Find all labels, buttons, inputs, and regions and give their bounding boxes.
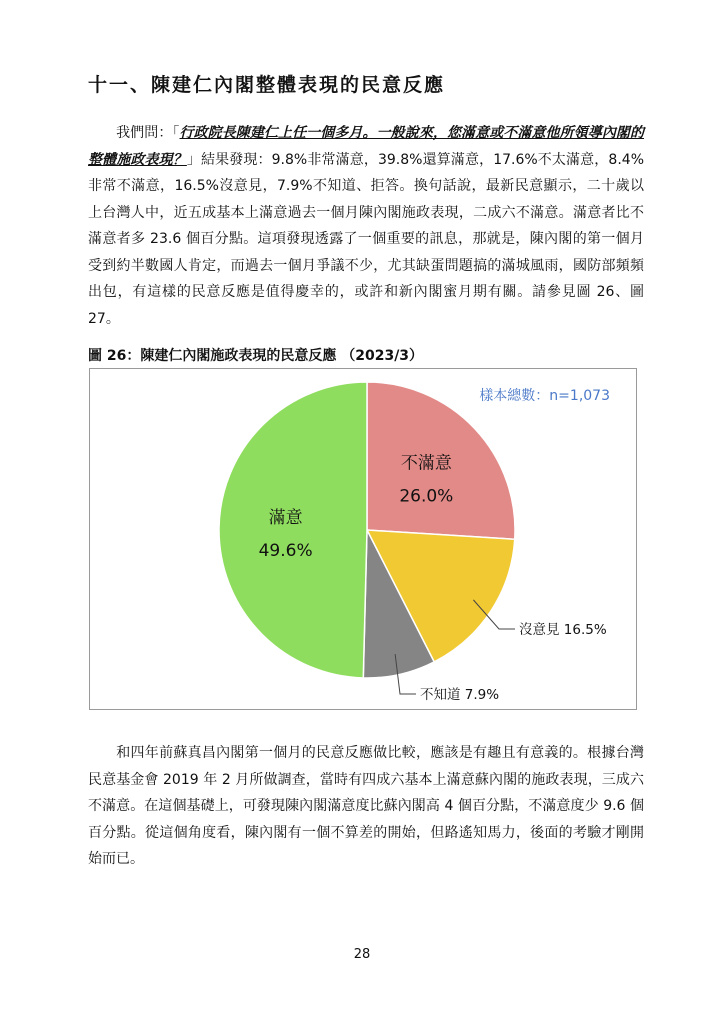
page-number: 28: [353, 947, 371, 962]
slice-value: 26.0%: [399, 486, 454, 507]
slice-value: 49.6%: [258, 540, 313, 561]
section-heading: 十一、陳建仁內閣整體表現的民意反應: [88, 74, 446, 96]
intro-paragraph: [88, 120, 644, 332]
slice-label: 不滿意: [400, 453, 452, 474]
comparison-paragraph: [88, 740, 644, 873]
pie-chart-frame: [89, 368, 637, 710]
intro-body: 」結果發現：9.8%非常滿意，39.8%還算滿意，17.6%不太滿意，8.4%非常不滿意，16.5%沒意見，7.9%不知道、拒答。換句話說，最新民意顯示，二十歲以上台灣人中，近五成基本上滿意過去一個月陳內閣施政表現，二成六不滿意。滿意者比不滿意者多 23.6 個百分點。這項發現透露了一個重要的訊息，那就是，陳內閣的第一個月受到約半數國人肯定，而過去一個月爭議不少，尤其缺蛋問題搞的滿城風雨，國防部頻頻出包，有這樣的民意反應是值得慶幸的，或許和新內閣蜜月期有關。請參見圖 26、圖 27。: [88, 151, 644, 327]
intro-lead: 我們問：「: [116, 125, 180, 141]
callout-label: 不知道 7.9%: [420, 687, 500, 703]
figure-caption: 圖 26：陳建仁內閣施政表現的民意反應 （2023/3）: [88, 348, 424, 364]
callout-label: 沒意見 16.5%: [519, 622, 607, 638]
pie-slice: [219, 382, 367, 678]
comparison-text: 和四年前蘇真昌內閣第一個月的民意反應做比較，應該是有趣且有意義的。根據台灣民意基金會 2019 年 2 月所做調查，當時有四成六基本上滿意蘇內閣的施政表現，三成六不滿意。在這個基礎上，可發現陳內閣滿意度比蘇內閣高 4 個百分點，不滿意度少 9.6 個百分點。從這個角度看，陳內閣有一個不算差的開始，但路遙知馬力，後面的考驗才剛開始而已。: [88, 745, 644, 867]
pie-chart: [90, 369, 638, 711]
slice-label: 滿意: [268, 507, 303, 528]
survey-question: 行政院長陳建仁上任一個多月。一般說來，您滿意或不滿意他所領導內閣的整體施政表現？: [88, 125, 645, 168]
sample-size-annotation: 樣本總數：n=1,073: [479, 388, 610, 404]
